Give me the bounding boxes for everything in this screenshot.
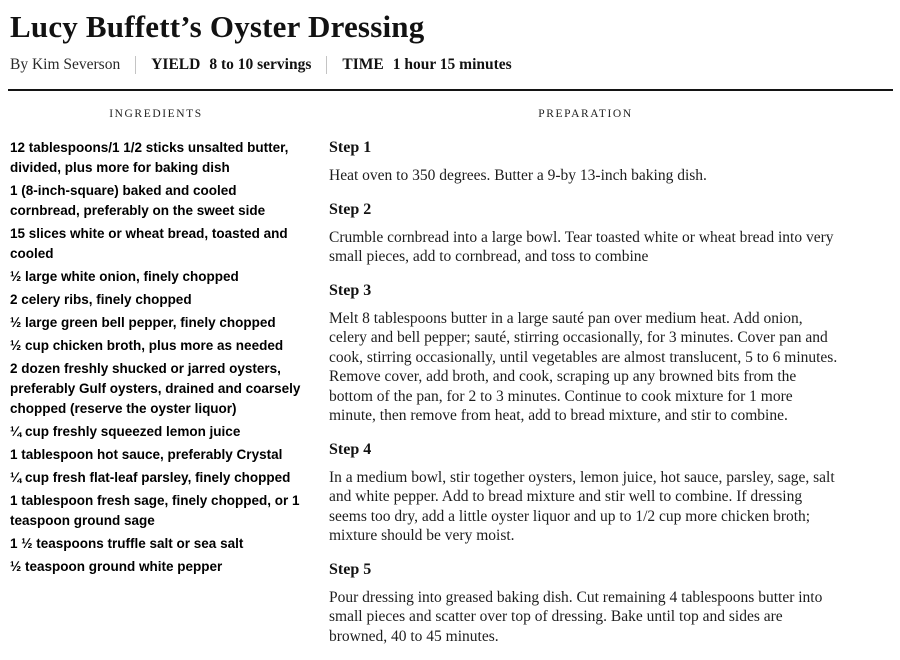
yield-value: 8 to 10 servings: [209, 56, 312, 73]
ingredient-item: 12 tablespoons/1 1/2 sticks unsalted butter, divided, plus more for baking dish: [10, 140, 289, 175]
ingredient-item: 15 slices white or wheat bread, toasted and cooled: [10, 226, 288, 261]
ingredients-list: [10, 138, 302, 577]
step-label: Step 5: [329, 560, 372, 578]
preparation-column: [329, 107, 842, 660]
step: [329, 200, 842, 267]
step: [329, 440, 842, 546]
step-label: Step 3: [329, 281, 372, 299]
ingredient-item: 2 celery ribs, finely chopped: [10, 292, 192, 307]
step-text: In a medium bowl, stir together oysters, lemon juice, hot sauce, parsley, sage, salt and white pepper. Add to bread mixture and stir well to combine. If dressing seems too dry, add a little oyster liquor and up to 1/2 cup more chicken broth; mixture should be very moist.: [329, 468, 835, 544]
ingredient-item: ½ teaspoon ground white pepper: [10, 559, 223, 574]
ingredient-item: ¼ cup freshly squeezed lemon juice: [10, 424, 241, 439]
step-text: Heat oven to 350 degrees. Butter a 9-by 13-inch baking dish.: [329, 167, 707, 184]
byline-divider: [326, 56, 327, 74]
page-title: Lucy Buffett’s Oyster Dressing: [10, 9, 425, 44]
step: [329, 560, 842, 647]
ingredients-column: [10, 107, 302, 580]
steps: [329, 138, 842, 646]
recipe-columns: [10, 91, 892, 660]
ingredient-item: 2 dozen freshly shucked or jarred oysters, preferably Gulf oysters, drained and coarsely chopped (reserve the oyster liquor): [10, 361, 301, 416]
step-text: Pour dressing into greased baking dish. Cut remaining 4 tablespoons butter into small pieces and scatter over top of dressing. Bake until top and sides are browned, 40 to 45 minutes.: [329, 588, 823, 645]
ingredient-item: 1 (8-inch-square) baked and cooled cornbread, preferably on the sweet side: [10, 183, 266, 218]
step-label: Step 4: [329, 440, 372, 458]
ingredient-item: ¼ cup fresh flat-leaf parsley, finely chopped: [10, 470, 291, 485]
step-label: Step 1: [329, 139, 372, 156]
byline-divider: [135, 56, 136, 74]
ingredient-item: 1 tablespoon fresh sage, finely chopped, or 1 teaspoon ground sage: [10, 493, 300, 528]
step-label: Step 2: [329, 200, 372, 218]
ingredient-item: ½ large green bell pepper, finely chopped: [10, 315, 276, 330]
byline-row: [10, 56, 892, 74]
step: [329, 281, 842, 426]
ingredient-item: ½ cup chicken broth, plus more as needed: [10, 338, 284, 353]
preparation-header: PREPARATION: [538, 108, 633, 120]
yield-label: YIELD: [151, 56, 201, 73]
step: [329, 138, 842, 186]
ingredient-item: 1 tablespoon hot sauce, preferably Crystal: [10, 447, 283, 462]
byline-author: By Kim Severson: [10, 56, 121, 73]
ingredient-item: ½ large white onion, finely chopped: [10, 269, 239, 284]
ingredient-item: 1 ½ teaspoons truffle salt or sea salt: [10, 536, 244, 551]
time-label: TIME: [342, 56, 384, 73]
step-text: Crumble cornbread into a large bowl. Tear toasted white or wheat bread into very small pieces, add to cornbread, and toss to combine: [329, 228, 834, 265]
time-value: 1 hour 15 minutes: [392, 56, 512, 73]
step-text: Melt 8 tablespoons butter in a large sauté pan over medium heat. Add onion, celery and bell pepper; sauté, stirring occasionally, for 3 minutes. Cover pan and cook, stirring occasionally, until vegetables are almost translucent, 5 to 6 minutes. Remove cover, add broth, and cook, scraping up any browned bits from the bottom of the pan, for 2 to 3 minutes. Continue to cook mixture for 1 more minute, then remove from heat, add to bread mixture, and stir to combine.: [329, 309, 838, 424]
ingredients-header: INGREDIENTS: [109, 108, 203, 120]
